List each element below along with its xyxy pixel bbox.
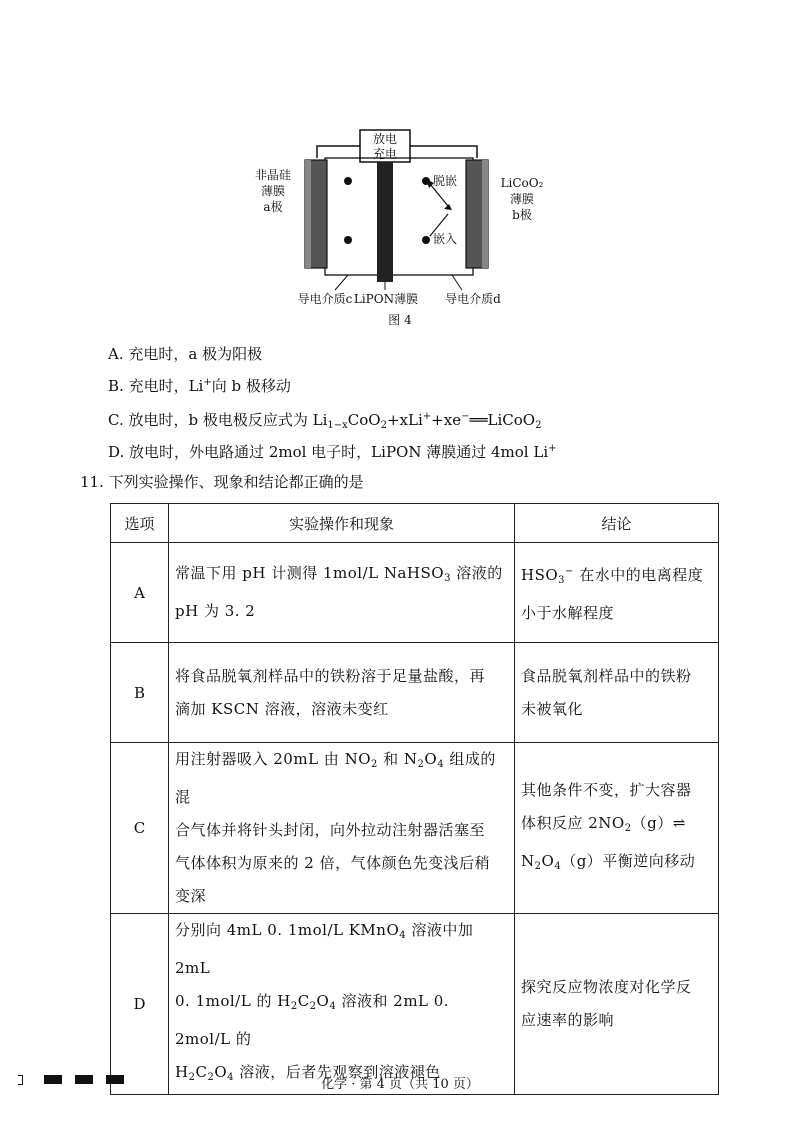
row-option: D [111, 914, 169, 1095]
superscript: − [565, 566, 574, 577]
deintercalation-label: 脱嵌 [433, 174, 458, 188]
row-option: A [111, 543, 169, 643]
text: C [195, 1063, 208, 1081]
battery-figure [230, 118, 560, 333]
text: O [214, 1063, 228, 1081]
subscript: 2 [624, 822, 632, 834]
subscript: 2 [207, 1072, 215, 1083]
lipon-film-label: LiPON薄膜 [353, 292, 419, 306]
conductive-medium-c-label: 导电介质c [297, 292, 353, 306]
text: 探究反应物浓度对化学反 [521, 978, 692, 996]
option-letter: C. [108, 411, 124, 429]
text: HSO [521, 566, 559, 584]
text: 应速率的影响 [521, 1011, 615, 1029]
intercalation-label: 嵌入 [433, 232, 458, 246]
question-11: 11. 下列实验操作、现象和结论都正确的是 [80, 473, 364, 491]
subscript: 2 [417, 759, 425, 770]
option-d [108, 441, 557, 462]
row-operation [169, 743, 515, 914]
superscript: + [422, 411, 432, 422]
experiment-table [110, 503, 719, 1095]
subscript: 1−x [327, 420, 348, 431]
text: 气体体积为原来的 2 倍，气体颜色先变浅后稍 [175, 854, 491, 872]
switch-label-charge: 充电 [372, 147, 397, 161]
header-conclusion: 结论 [515, 504, 719, 543]
text: pH 为 3. 2 [175, 602, 256, 620]
subscript: 2 [535, 420, 542, 431]
subscript: 2 [371, 759, 378, 770]
text: 组成的混 [175, 750, 496, 806]
text: 溶液的 [450, 564, 503, 582]
text: （g）⇌ [631, 813, 686, 832]
conductive-medium-d-label: 导电介质d [445, 292, 501, 306]
text: 滴加 KSCN 溶液，溶液未变红 [175, 699, 389, 718]
text: 分别向 4mL 0. 1mol/L KMnO [175, 921, 400, 939]
superscript: − [461, 411, 470, 422]
option-text: LiCoO [487, 411, 536, 429]
text: （g）平衡逆向移动 [561, 851, 696, 870]
option-text: +xLi [386, 411, 423, 429]
text: O [541, 851, 555, 870]
table-row-b [111, 643, 719, 743]
text: 在水中的电离程度 [573, 566, 704, 584]
row-operation [169, 643, 515, 743]
superscript: + [548, 443, 557, 454]
text: 合气体并将针头封闭，向外拉动注射器活塞至 [175, 821, 486, 839]
subscript: 4 [554, 860, 562, 872]
subscript: 2 [188, 1072, 196, 1083]
subscript: 2 [534, 860, 542, 872]
option-letter: B. [108, 377, 124, 395]
figure-caption: 图 4 [388, 313, 412, 327]
row-conclusion [515, 643, 719, 743]
subscript: 4 [399, 930, 407, 941]
option-b [108, 375, 291, 396]
subscript: 4 [437, 759, 445, 770]
row-option: C [111, 743, 169, 914]
option-text: CoO [347, 411, 381, 429]
subscript: 3 [558, 575, 566, 586]
text: 体积反应 2NO [521, 813, 625, 832]
option-text: 充电时，Li [128, 377, 204, 395]
text: 和 N [377, 750, 418, 768]
text: 溶液中加 2mL [175, 921, 474, 977]
header-operation: 实验操作和现象 [169, 504, 515, 543]
row-operation [169, 914, 515, 1095]
row-operation [169, 543, 515, 643]
text: 常温下用 pH 计测得 1mol/L NaHSO [175, 564, 445, 582]
electrode-b-label-1: LiCoO₂ [500, 176, 544, 190]
electrode-a-label-3: a极 [263, 200, 283, 214]
text: 其他条件不变，扩大容器 [521, 780, 692, 799]
text: 将食品脱氧剂样品中的铁粉溶于足量盐酸，再 [175, 666, 486, 685]
text: 食品脱氧剂样品中的铁粉 [521, 666, 692, 685]
table-row-d [111, 914, 719, 1095]
subscript: 4 [329, 1001, 337, 1012]
option-letter: A. [108, 345, 124, 363]
option-text: 充电时，a 极为阳极 [128, 345, 263, 363]
row-option: B [111, 643, 169, 743]
text: O [316, 992, 330, 1010]
text: 变深 [175, 887, 207, 905]
option-text: 放电时，外电路通过 2mol 电子时，LiPON 薄膜通过 4mol Li [129, 443, 549, 461]
superscript: + [203, 377, 212, 388]
text: 用注射器吸入 20mL 由 NO [175, 750, 371, 768]
text: O [424, 750, 438, 768]
equals-sign: ══ [469, 411, 488, 429]
option-text: 向 b 极移动 [211, 377, 291, 395]
text: 小于水解程度 [521, 604, 615, 622]
table-row-c [111, 743, 719, 914]
row-conclusion [515, 914, 719, 1095]
row-conclusion [515, 543, 719, 643]
electrode-b-label-2: 薄膜 [509, 192, 534, 206]
subscript: 2 [290, 1001, 298, 1012]
text: H [175, 1063, 189, 1081]
option-letter: D. [108, 443, 125, 461]
text: N [521, 851, 535, 870]
text: C [297, 992, 310, 1010]
text: 0. 1mol/L 的 H [175, 992, 291, 1010]
option-c [108, 409, 541, 431]
row-conclusion [515, 743, 719, 914]
switch-label-discharge: 放电 [372, 132, 397, 146]
electrode-a-label-1: 非晶硅 [254, 168, 291, 182]
electrode-b-label-3: b极 [512, 208, 532, 222]
subscript: 2 [380, 420, 387, 431]
option-text: 放电时，b 极电极反应式为 Li [128, 411, 328, 429]
table-header-row [111, 504, 719, 543]
text: 未被氧化 [521, 699, 584, 718]
page-footer: 化学 · 第 4 页（共 10 页） [321, 1077, 479, 1092]
subscript: 4 [227, 1072, 235, 1083]
electrode-a-label-2: 薄膜 [260, 184, 285, 198]
subscript: 3 [444, 573, 451, 584]
option-text: +xe [431, 411, 462, 429]
table-row-a [111, 543, 719, 643]
subscript: 2 [309, 1001, 317, 1012]
header-option: 选项 [111, 504, 169, 543]
text: 溶液，后者先观察到溶液褪色 [234, 1063, 441, 1081]
text: 溶液和 2mL 0. 2mol/L 的 [175, 992, 450, 1048]
option-a [108, 343, 262, 364]
